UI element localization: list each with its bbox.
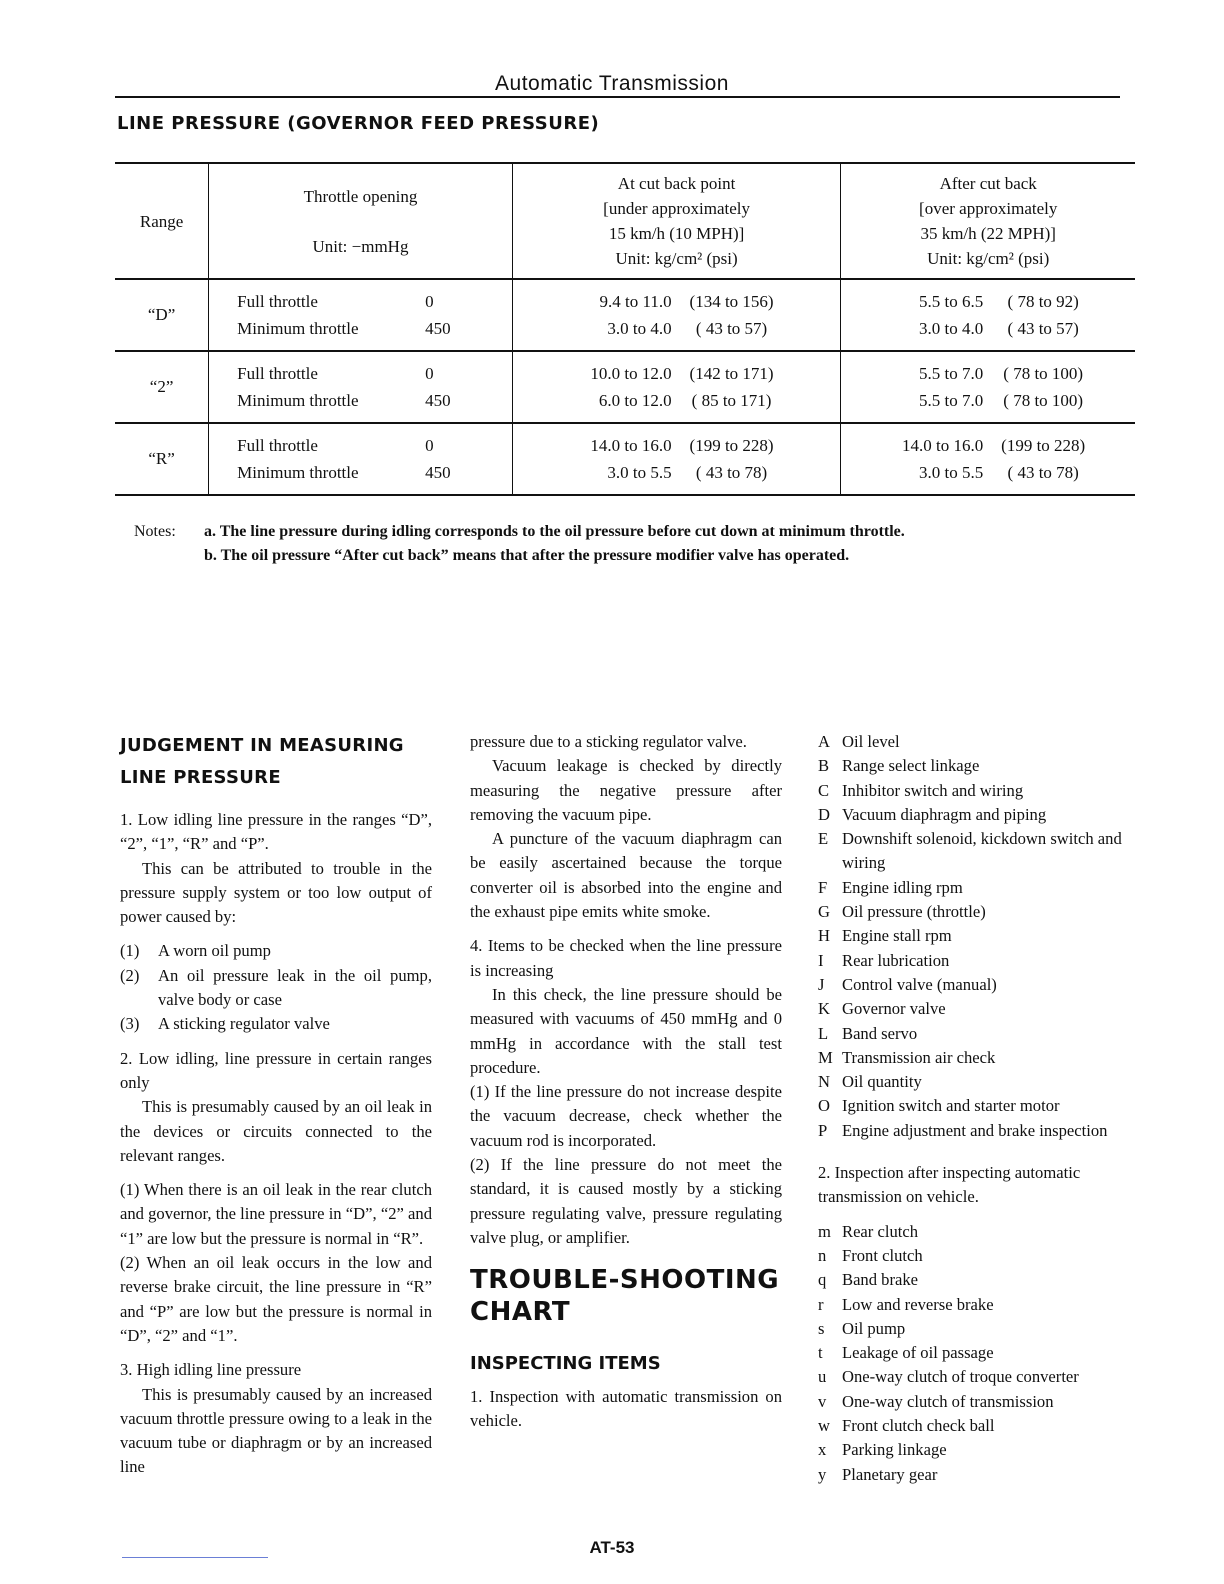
throttle-label: Full throttle [237, 363, 318, 383]
decorative-rule [122, 1557, 268, 1558]
list-text: Oil level [842, 732, 900, 751]
after-psi: ( 78 to 100) [1003, 363, 1084, 383]
cut-back-header [512, 163, 841, 279]
throttle-unit: Unit: −mmHg [312, 236, 409, 256]
list-key: G [818, 902, 830, 922]
list-text: One-way clutch of troque converter [842, 1367, 1079, 1387]
after-header-line: [over approximately [919, 199, 1058, 218]
column-left [120, 730, 432, 1480]
throttle-label: Full throttle [237, 291, 318, 311]
throttle-value: 0 [425, 435, 434, 455]
list-text: An oil pressure leak in the oil pump, valve body or case [158, 965, 432, 1010]
table-row-2 [115, 351, 1135, 423]
after-psi: ( 78 to 100) [1003, 390, 1084, 410]
cut-kg: 6.0 to 12.0 [598, 390, 672, 410]
list-text: One-way clutch of transmission [842, 1391, 1054, 1411]
list-text: A worn oil pump [158, 941, 271, 961]
paragraph: Vacuum leakage is checked by directly measuring the negative pressure after removing the vacuum pipe. [470, 756, 782, 824]
list-item [818, 1119, 1136, 1143]
paragraph: In this check, the line pressure should be measured with vacuums of 450 mmHg and 0 mmHg in accordance with the stall test procedure. [470, 984, 782, 1077]
list-item [818, 827, 1136, 876]
cut-cell [512, 279, 841, 351]
list-text: Oil pressure (throttle) [842, 902, 986, 922]
after-header-line: After cut back [939, 174, 1037, 193]
list-text: Rear clutch [842, 1221, 919, 1241]
paragraph: pressure due to a sticking regulator valve. [470, 732, 747, 751]
list-text: Front clutch check ball [842, 1416, 995, 1436]
throttle-value: 0 [425, 291, 434, 311]
list-item [818, 876, 1136, 900]
cut-kg: 10.0 to 12.0 [590, 363, 672, 383]
list-text: Front clutch [842, 1245, 923, 1265]
cut-header-line: [under approximately [603, 199, 750, 218]
list-key: F [818, 877, 828, 897]
throttle-value: 450 [425, 390, 451, 410]
list-key: m [818, 1221, 831, 1241]
throttle-label: Minimum throttle [237, 390, 359, 410]
cut-header-line: At cut back point [617, 174, 736, 193]
cut-psi: ( 85 to 171) [691, 390, 772, 410]
list-item [818, 1094, 1136, 1118]
paragraph: (1) If the line pressure do not increase despite the vacuum decrease, check whether the vacuum rod is incorporated. [470, 1082, 782, 1150]
after-kg: 5.5 to 7.0 [918, 363, 984, 383]
cut-psi: (142 to 171) [689, 363, 774, 383]
header-rule [115, 96, 1120, 98]
paragraph: 2. Inspection after inspecting automatic transmission on vehicle. [818, 1163, 1081, 1207]
list-key: H [818, 926, 830, 946]
list-key: C [818, 780, 830, 800]
paragraph: 1. Low idling line pressure in the ranges “D”, “2”, “1”, “R” and “P”. [120, 810, 432, 854]
list-item [818, 730, 1136, 754]
list-item [818, 1022, 1136, 1046]
paragraph: (2) If the line pressure do not meet the standard, it is caused mostly by a sticking pressure regulating valve, pressure regulating valve plug, or amplifier. [470, 1155, 782, 1247]
list-item [818, 973, 1136, 997]
heading-line: JUDGEMENT IN MEASURING [120, 735, 404, 756]
cut-psi: ( 43 to 57) [695, 318, 768, 338]
list-item [818, 1365, 1136, 1389]
list-key: B [818, 756, 830, 776]
throttle-header-line: Throttle opening [303, 186, 418, 206]
list-text: Planetary gear [842, 1464, 938, 1484]
list-text: Leakage of oil passage [842, 1343, 994, 1363]
page-number: AT-53 [589, 1538, 635, 1557]
list-item [818, 1438, 1136, 1462]
list-text: Engine adjustment and brake inspection [842, 1120, 1108, 1140]
after-header-line: 35 km/h (22 MPH)] [920, 224, 1056, 243]
list-text: Band servo [842, 1023, 918, 1043]
range-cell: “D” [115, 279, 209, 351]
list-item [818, 1293, 1136, 1317]
paragraph: This can be attributed to trouble in the pressure supply system or too low output of power caused by: [120, 858, 432, 927]
list-key: u [818, 1367, 827, 1387]
list-text: Engine idling rpm [842, 877, 963, 897]
range-cell: “2” [115, 351, 209, 423]
list-key: E [818, 829, 829, 849]
list-key: M [818, 1047, 833, 1067]
list-item [818, 1463, 1136, 1487]
paragraph: 1. Inspection with automatic transmission on vehicle. [470, 1386, 782, 1430]
list-text: Transmission air check [842, 1047, 996, 1067]
list-item [818, 924, 1136, 948]
after-psi: (199 to 228) [1001, 435, 1086, 455]
judgement-heading [120, 730, 432, 794]
paragraph: (1) When there is an oil leak in the rear clutch and governor, the line pressure in “D”, “2” and “1” are low but the pressure is normal in “R”. [120, 1180, 432, 1248]
list-item [818, 997, 1136, 1021]
list-key: J [818, 974, 825, 994]
list-item [818, 1268, 1136, 1292]
cut-psi: ( 43 to 78) [695, 462, 768, 482]
list-text: Governor valve [842, 999, 946, 1019]
cut-cell [512, 423, 841, 495]
after-cell [841, 279, 1135, 351]
list-key: I [818, 950, 824, 970]
notes-label: Notes: [134, 523, 176, 540]
throttle-label: Minimum throttle [237, 462, 359, 482]
cut-unit: Unit: kg/cm² (psi) [615, 249, 738, 268]
list-key: n [818, 1245, 827, 1265]
paragraph: 4. Items to be checked when the line pressure is increasing [470, 936, 782, 980]
paragraph: A puncture of the vacuum diaphragm can be easily ascertained because the torque converter oil is absorbed into the engine and the exhaust pipe emits white smoke. [470, 829, 782, 922]
after-cell [841, 351, 1135, 423]
cut-kg: 9.4 to 11.0 [599, 291, 672, 311]
list-text: A sticking regulator valve [158, 1014, 330, 1034]
cut-header-line: 15 km/h (10 MPH)] [608, 224, 745, 243]
list-key: K [818, 999, 830, 1019]
list-key: N [818, 1072, 830, 1092]
throttle-label: Full throttle [237, 435, 318, 455]
section-title: LINE PRESSURE (GOVERNOR FEED PRESSURE) [117, 113, 600, 134]
inspection-list-1 [818, 730, 1136, 1143]
throttle-value: 450 [425, 318, 451, 338]
note-b: b. The oil pressure “After cut back” means that after the pressure modifier valve has operated. [204, 547, 850, 564]
table-row-d [115, 279, 1135, 351]
heading-line: TROUBLE-SHOOTING [470, 1265, 780, 1296]
list-key: s [818, 1318, 825, 1338]
after-kg: 3.0 to 5.5 [918, 462, 984, 482]
range-cell: “R” [115, 423, 209, 495]
line-pressure-table [115, 162, 1135, 496]
note-a: a. The line pressure during idling corresponds to the oil pressure before cut down at minimum throttle. [204, 523, 905, 540]
column-middle [470, 730, 782, 1433]
range-header: Range [115, 163, 209, 279]
list-text: Ignition switch and starter motor [842, 1096, 1060, 1116]
trouble-shooting-heading [470, 1264, 782, 1328]
throttle-value: 450 [425, 462, 451, 482]
after-kg: 14.0 to 16.0 [901, 435, 984, 455]
list-item [120, 964, 432, 1013]
page-header-title: Automatic Transmission [495, 72, 729, 95]
list-item [818, 1341, 1136, 1365]
list-item [818, 779, 1136, 803]
list-item [818, 1414, 1136, 1438]
list-item [818, 803, 1136, 827]
throttle-cell [209, 423, 513, 495]
list-text: Range select linkage [842, 756, 980, 776]
list-key: D [818, 804, 830, 824]
throttle-cell [209, 351, 513, 423]
list-text: Band brake [842, 1270, 919, 1290]
cut-kg: 3.0 to 4.0 [607, 318, 672, 338]
list-text: Control valve (manual) [842, 974, 997, 994]
list-key: v [818, 1391, 827, 1411]
paragraph: This is presumably caused by an increased vacuum throttle pressure owing to a leak in the vacuum tube or diaphragm or by an increased line [120, 1384, 432, 1477]
list-key: (3) [120, 1014, 140, 1034]
after-unit: Unit: kg/cm² (psi) [927, 249, 1050, 268]
list-key: w [818, 1416, 830, 1436]
list-text: Oil pump [842, 1318, 906, 1338]
list-item [818, 900, 1136, 924]
list-key: A [818, 732, 830, 751]
paragraph: 2. Low idling, line pressure in certain ranges only [120, 1048, 432, 1092]
after-cell [841, 423, 1135, 495]
list-item [818, 1244, 1136, 1268]
paragraph: This is presumably caused by an oil leak in the devices or circuits connected to the relevant ranges. [120, 1097, 432, 1165]
table-notes [134, 520, 905, 568]
after-kg: 3.0 to 4.0 [918, 318, 984, 338]
list-key: y [818, 1464, 827, 1484]
list-key: P [818, 1120, 828, 1140]
throttle-cell [209, 279, 513, 351]
inspection-list-2 [818, 1220, 1136, 1487]
throttle-label: Minimum throttle [237, 318, 359, 338]
list-key: x [818, 1440, 827, 1460]
list-item [120, 1012, 432, 1036]
cut-psi: (199 to 228) [689, 435, 774, 455]
list-key: (1) [120, 941, 140, 961]
list-item [818, 754, 1136, 778]
cut-kg: 3.0 to 5.5 [607, 462, 672, 482]
after-kg: 5.5 to 7.0 [918, 390, 984, 410]
throttle-header [209, 163, 513, 279]
cut-cell [512, 351, 841, 423]
list-item [120, 939, 432, 963]
cut-psi: (134 to 156) [689, 291, 774, 311]
list-key: r [818, 1294, 824, 1314]
table-row-r [115, 423, 1135, 495]
list-text: Rear lubrication [842, 950, 950, 970]
column-right [818, 730, 1136, 1487]
paragraph: 3. High idling line pressure [120, 1360, 302, 1380]
inspecting-items-heading: INSPECTING ITEMS [470, 1353, 661, 1375]
throttle-value: 0 [425, 363, 434, 383]
list-key: O [818, 1096, 830, 1116]
list-item [818, 1220, 1136, 1244]
list-text: Vacuum diaphragm and piping [842, 804, 1047, 824]
after-psi: ( 43 to 78) [1007, 462, 1079, 482]
list-key: t [818, 1343, 823, 1363]
list-item [818, 949, 1136, 973]
list-text: Inhibitor switch and wiring [842, 780, 1024, 800]
heading-line: LINE PRESSURE [120, 767, 281, 788]
list-text: Low and reverse brake [842, 1294, 994, 1314]
list-key: q [818, 1270, 827, 1290]
heading-line: CHART [470, 1297, 571, 1328]
list-item [818, 1317, 1136, 1341]
after-kg: 5.5 to 6.5 [918, 291, 984, 311]
list-text: Oil quantity [842, 1072, 922, 1092]
after-psi: ( 43 to 57) [1007, 318, 1079, 338]
list-text: Parking linkage [842, 1440, 947, 1460]
list-key: L [818, 1023, 829, 1043]
paragraph: (2) When an oil leak occurs in the low and reverse brake circuit, the line pressure in “R” and “P” are low but the pressure is normal in “D”, “2” and “1”. [120, 1253, 432, 1345]
list-key: (2) [120, 965, 140, 985]
table-header-row [115, 163, 1135, 279]
list-item [818, 1046, 1136, 1070]
list-item [818, 1070, 1136, 1094]
list-text: Downshift solenoid, kickdown switch and wiring [842, 829, 1122, 873]
cut-kg: 14.0 to 16.0 [590, 435, 672, 455]
list-text: Engine stall rpm [842, 926, 952, 946]
after-cut-header [841, 163, 1135, 279]
list-item [818, 1390, 1136, 1414]
after-psi: ( 78 to 92) [1007, 291, 1079, 311]
